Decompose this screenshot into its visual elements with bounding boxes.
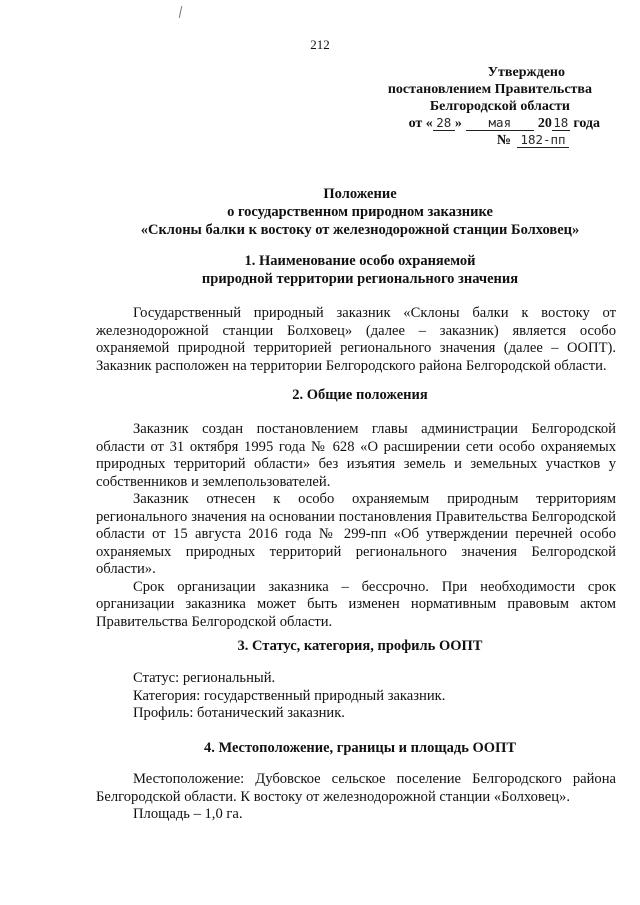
approval-line-1: Утверждено	[487, 65, 565, 80]
paragraph: Заказник отнесен к особо охраняемым природным территориям регионального значения на основании постановления Правительства Белгородской области от 15 августа 2016 года № 299-пп «Об утверждении перечней особо охраняемых природных территорий регионального значения Белгородской области».	[96, 491, 616, 577]
section-4-heading: 4. Местоположение, границы и площадь ООПТ	[203, 740, 517, 756]
approval-number-line	[360, 132, 620, 149]
number-prefix: №	[496, 133, 511, 148]
paragraph: Профиль: ботанический заказник.	[133, 705, 345, 721]
date-year: 18	[553, 115, 569, 130]
paragraph: Статус: региональный.	[133, 670, 276, 686]
paragraph: Площадь – 1,0 га.	[133, 806, 243, 822]
section-1-body	[96, 305, 616, 375]
approval-date-line	[360, 115, 620, 132]
approval-line-2: постановлением Правительства	[387, 82, 592, 97]
document-number: 182-пп	[517, 133, 569, 148]
date-day: 28	[433, 116, 455, 131]
date-month: мая	[466, 116, 534, 131]
date-year-prefix: 20	[537, 116, 552, 131]
section-4-body	[96, 771, 616, 824]
section-1-heading	[90, 252, 630, 288]
approval-line-3: Белгородской области	[429, 99, 570, 114]
title-line-2: о государственном природном заказнике	[227, 204, 493, 220]
section-2-heading: 2. Общие положения	[292, 387, 428, 403]
paragraph: Категория: государственный природный заказник.	[133, 687, 446, 704]
paragraph: Заказник создан постановлением главы администрации Белгородской области от 31 октября 1995 года № 628 «О расширении сети особо охраняемых природных территорий области» без изъятия земель и земельных участков у собственников и землепользователей.	[96, 421, 616, 490]
paragraph: Местоположение: Дубовское сельское поселение Белгородского района Белгородской области. К востоку от железнодорожной станции «Болховец».	[96, 771, 616, 805]
document-title	[90, 185, 630, 239]
paragraph: Срок организации заказника – бессрочно. При необходимости срок организации заказника может быть изменен нормативным правовым актом Правительства Белгородской области.	[96, 578, 616, 630]
section-1-heading-line-2: природной территории регионального значения	[201, 271, 519, 287]
section-3-body	[96, 670, 616, 723]
approval-stamp	[360, 64, 620, 149]
title-line-1: Положение	[323, 186, 397, 202]
date-suffix: года	[573, 116, 600, 131]
section-2-body	[96, 421, 616, 631]
date-prefix: от «	[408, 116, 433, 131]
title-line-3: «Склоны балки к востоку от железнодорожной станции Болховец»	[140, 222, 580, 238]
date-mid: »	[454, 116, 462, 131]
scan-mark	[179, 6, 182, 18]
section-1-heading-line-1: 1. Наименование особо охраняемой	[244, 253, 476, 269]
section-3-heading: 3. Статус, категория, профиль ООПТ	[237, 638, 483, 654]
page-number: 212	[310, 37, 330, 52]
paragraph: Государственный природный заказник «Склоны балки к востоку от железнодорожной станции Болховец» (далее – заказник) является особо охраняемой природной территорией регионального значения (далее – ООПТ). Заказник расположен на территории Белгородского района Белгородской области.	[96, 305, 616, 374]
